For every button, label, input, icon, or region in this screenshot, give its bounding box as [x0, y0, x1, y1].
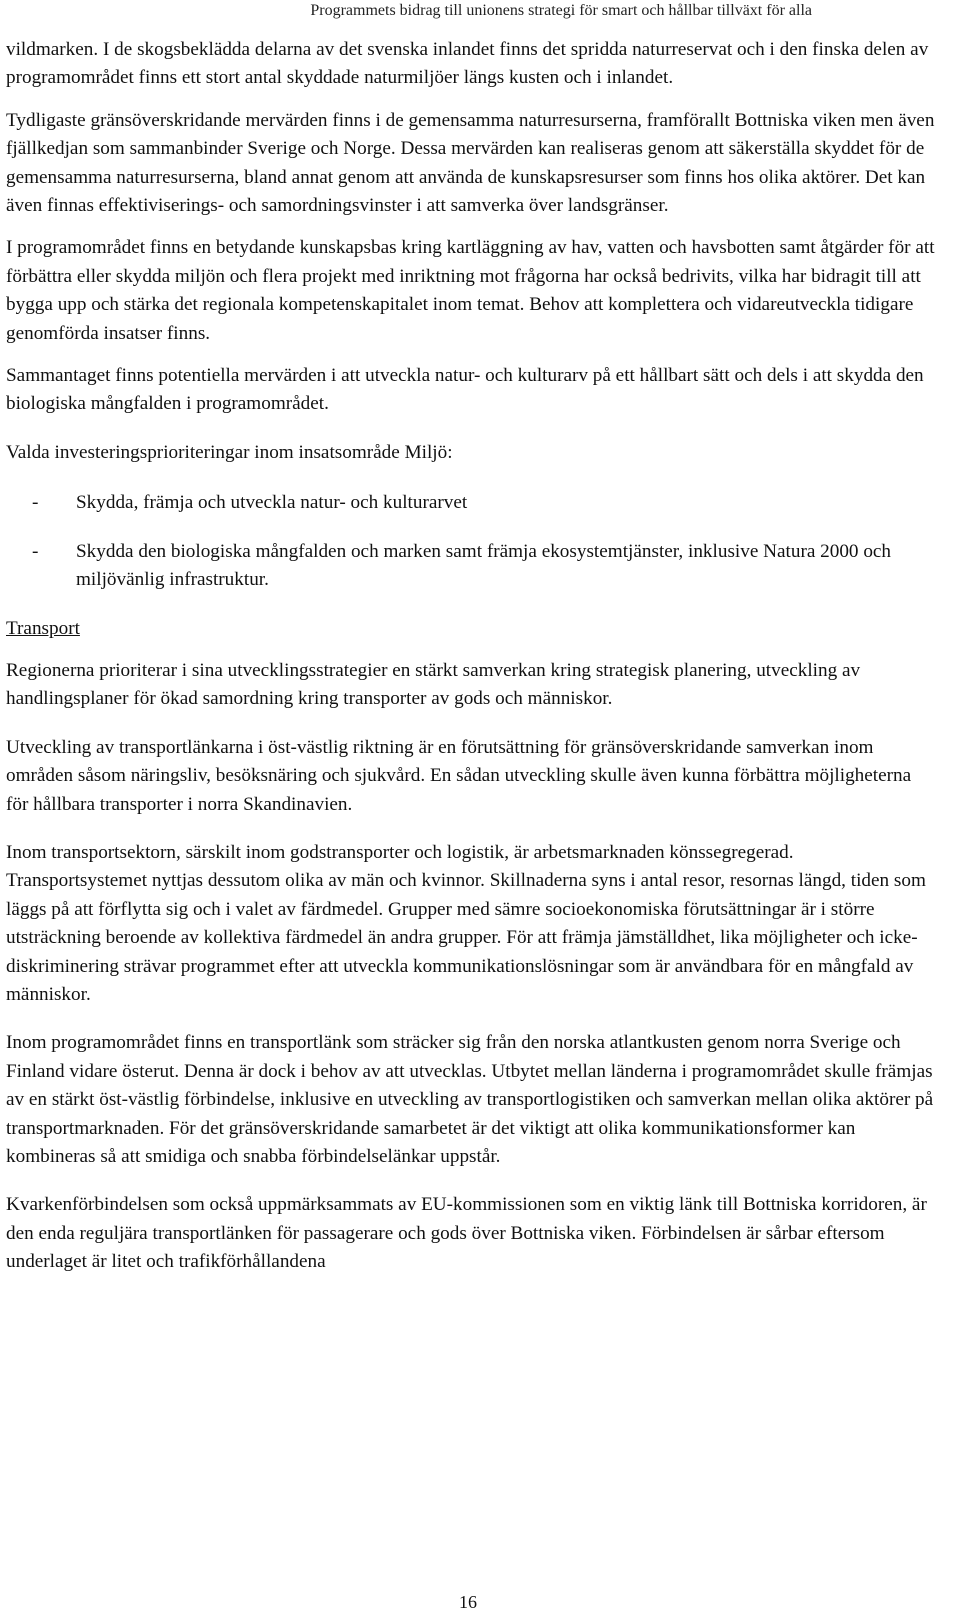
list-item-text: Skydda den biologiska mångfalden och marken samt främja ekosystemtjänster, inklusive Natura 2000 och miljövänlig infrastruktur. [76, 540, 892, 591]
paragraph: Utveckling av transportlänkarna i öst-västlig riktning är en förutsättning för gränsöverskridande samverkan inom områden såsom näringsliv, besöksnäring och sjukvård. En sådan utveckling skulle även kunna förbättra möjligheterna för hållbara transporter i norra Skandinavien. [6, 736, 912, 815]
list-item-text: Skydda, främja och utveckla natur- och kulturarvet [76, 492, 468, 514]
paragraph: Regionerna prioriterar i sina utvecklingsstrategier en stärkt samverkan kring strategisk planering, utveckling av handlingsplaner för ökad samordning kring transporter av gods och människor. [6, 659, 861, 710]
paragraph: Sammantaget finns potentiella mervärden i att utveckla natur- och kulturarv på ett hållbart sätt och dels i att skydda den biologiska mångfalden i programområdet. [6, 365, 924, 415]
paragraph: Kvarkenförbindelsen som också uppmärksammats av EU-kommissionen som en viktig länk till Bottniska korridoren, är den enda reguljära transportlänken för passagerare och gods över Bottniska viken. Förbindelsen är sårbar eftersom underlaget är litet och trafikförhållandena [6, 1194, 927, 1273]
document-body [6, 36, 936, 1291]
priorities-list [6, 489, 936, 594]
list-marker: - [32, 492, 39, 514]
paragraph: Tydligaste gränsöverskridande mervärden finns i de gemensamma naturresurserna, framförallt Bottniska viken men även fjällkedjan som sammanbinder Sverige och Norge. Dessa mervärden kan realiseras genom att säkerställa skyddet för de gemensamma naturresurserna, bland annat genom att använda de kunskapsresurser som finns hos olika aktörer. Det kan även finnas effektiviserings- och samordningsvinster i att samverka över landsgränser. [6, 109, 935, 217]
paragraph: Inom programområdet finns en transportlänk som sträcker sig från den norska atlantkusten genom norra Sverige och Finland vidare österut. Denna är dock i behov av att utvecklas. Utbytet mellan länderna i programområdet skulle främjas av en stärkt öst-västlig förbindelse, inklusive en utveckling av transportlogistiken och samverkan mellan olika aktörer på transportmarknaden. För det gränsöverskridande samarbetet är det viktigt att olika kommunikationsformer kan kombineras så att smidiga och snabba förbindelselänkar uppstår. [6, 1032, 934, 1167]
paragraph: vildmarken. I de skogsbeklädda delarna av det svenska inlandet finns det spridda naturreservat och i den finska delen av programområdet finns ett stort antal skyddade naturmiljöer längs kusten och i inlandet. [6, 39, 929, 89]
paragraph: I programområdet finns en betydande kunskapsbas kring kartläggning av hav, vatten och havsbotten samt åtgärder för att förbättra eller skydda miljön och flera projekt med inriktning mot frågorna har också bedrivits, vilka har bidragit till att bygga upp och stärka det regionala kompetenskapitalet inom temat. Behov att komplettera och vidareutveckla tidigare genomförda insatser finns. [6, 237, 935, 344]
list-item [6, 538, 936, 595]
paragraph: Inom transportsektorn, särskilt inom godstransporter och logistik, är arbetsmarknaden könssegregerad. Transportsystemet nyttjas dessutom olika av män och kvinnor. Skillnaderna syns i antal resor, resornas längd, tiden som läggs på att förflytta sig och i valet av färdmedel. Grupper med sämre socioekonomiska förutsättningar är i större utsträckning beroende av kollektiva färdmedel än andra grupper. För att främja jämställdhet, lika möjligheter och icke-diskriminering strävar programmet efter att utveckla kommunikationslösningar som är användbara för en mångfald av människor. [6, 841, 926, 1005]
page-number: 16 [459, 1592, 477, 1612]
priorities-intro: Valda investeringsprioriteringar inom insatsområde Miljö: [6, 441, 453, 463]
list-item [6, 489, 936, 517]
running-header: Programmets bidrag till unionens strategi för smart och hållbar tillväxt för alla [310, 2, 812, 19]
section-heading-transport: Transport [6, 617, 80, 639]
list-marker: - [32, 540, 39, 562]
